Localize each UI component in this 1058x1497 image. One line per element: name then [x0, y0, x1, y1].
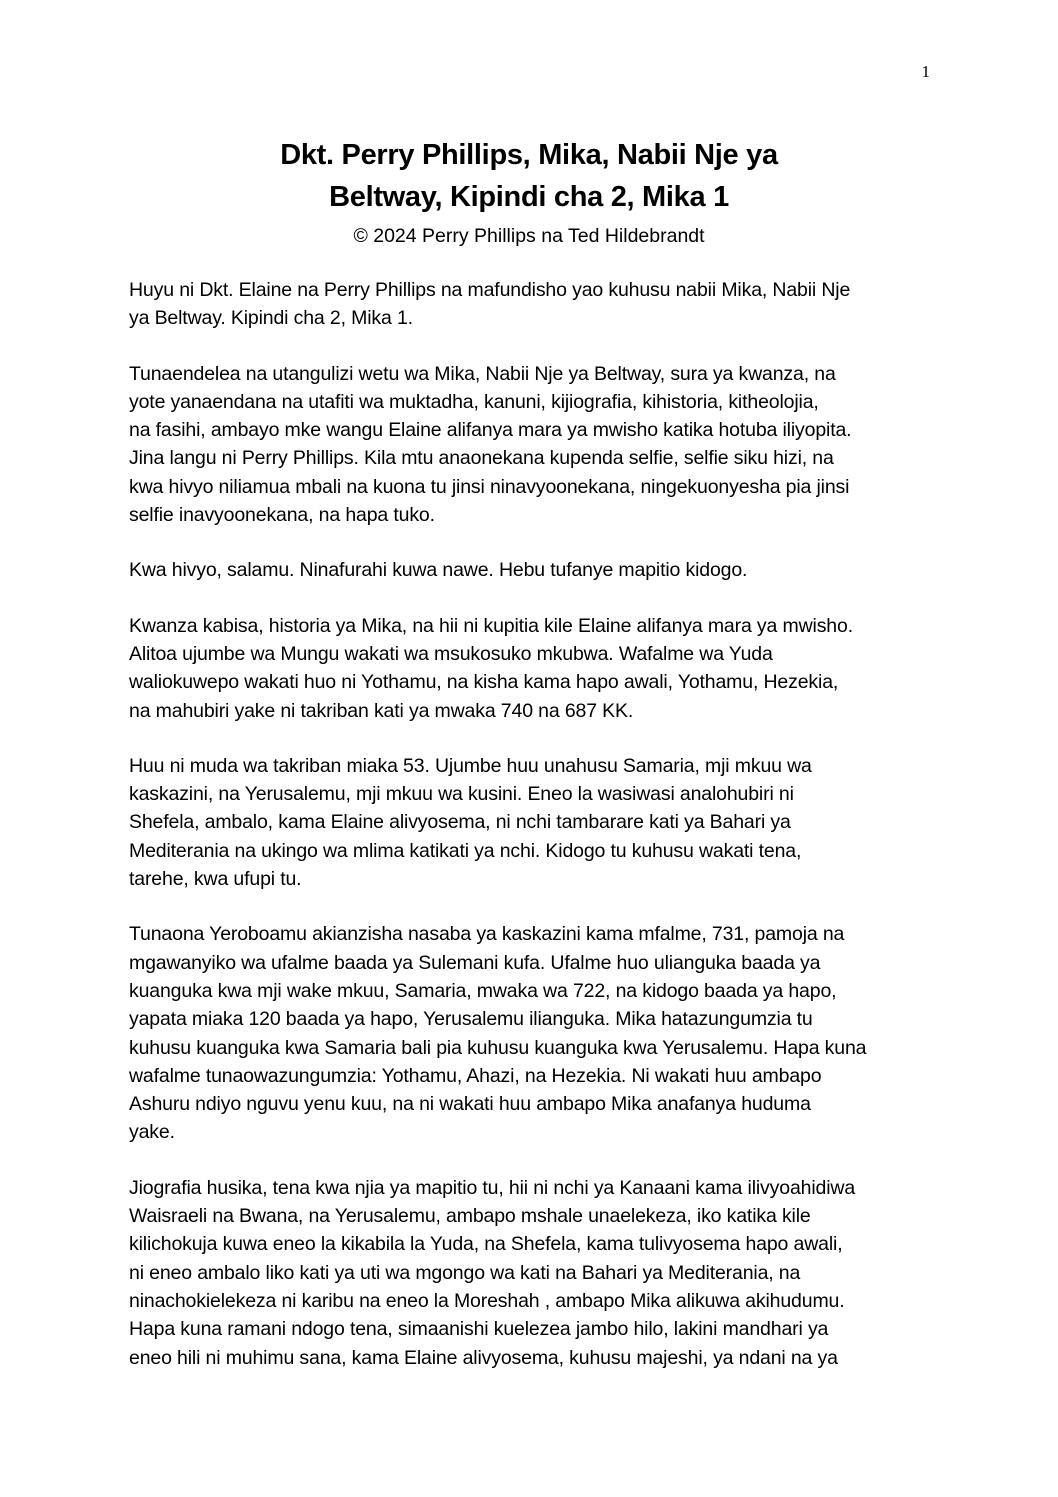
paragraph-line: Jina langu ni Perry Phillips. Kila mtu anaonekana kupenda selfie, selfie siku hizi, na [129, 447, 834, 470]
paragraph-line: ni eneo ambalo liko kati ya uti wa mgongo wa kati na Bahari ya Mediterania, na [129, 1261, 801, 1284]
paragraph-line: Huyu ni Dkt. Elaine na Perry Phillips na mafundisho yao kuhusu nabii Mika, Nabii Nje [129, 279, 851, 301]
paragraph-line: kuhusu kuanguka kwa Samaria bali pia kuhusu kuanguka kwa Yerusalemu. Hapa kuna [129, 1036, 867, 1059]
paragraph-line: kilichokuja kuwa eneo la kikabila la Yuda, na Shefela, kama tulivyosema hapo awali, [129, 1233, 843, 1256]
paragraph-line: Alitoa ujumbe wa Mungu wakati wa msukosuko mkubwa. Wafalme wa Yuda [129, 642, 773, 665]
paragraph-line: wafalme tunaowazungumzia: Yothamu, Ahazi, na Hezekia. Ni wakati huu ambapo [129, 1064, 822, 1087]
body-text [129, 276, 937, 1399]
document-title-line-2: Beltway, Kipindi cha 2, Mika 1 [329, 181, 729, 213]
paragraph-line: eneo hili ni muhimu sana, kama Elaine alivyosema, kuhusu majeshi, ya ndani na ya [129, 1346, 838, 1369]
paragraph [129, 612, 937, 725]
paragraph [129, 360, 937, 530]
paragraph-line: na fasihi, ambayo mke wangu Elaine alifanya mara ya mwisho katika hotuba iliyopita. [129, 419, 852, 442]
paragraph-line: kuanguka kwa mji wake mkuu, Samaria, mwaka wa 722, na kidogo baada ya hapo, [129, 979, 837, 1002]
paragraph-line: yapata miaka 120 baada ya hapo, Yerusalemu ilianguka. Mika hatazungumzia tu [129, 1008, 813, 1031]
paragraph-line: Waisraeli na Bwana, na Yerusalemu, ambapo mshale unaelekeza, iko katika kile [129, 1205, 811, 1228]
paragraph-line: Shefela, ambalo, kama Elaine alivyosema, ni nchi tambarare kati ya Bahari ya [129, 811, 791, 834]
paragraph [129, 276, 937, 333]
paragraph-line: yote yanaendana na utafiti wa muktadha, kanuni, kijiografia, kihistoria, kitheolojia, [129, 390, 819, 413]
paragraph-line: selfie inavyoonekana, na hapa tuko. [129, 504, 435, 527]
paragraph-line: Tunaona Yeroboamu akianzisha nasaba ya kaskazini kama mfalme, 731, pamoja na [129, 923, 845, 946]
document-title-line-1: Dkt. Perry Phillips, Mika, Nabii Nje ya [280, 139, 778, 171]
paragraph-line: tarehe, kwa ufupi tu. [129, 868, 302, 891]
paragraph-line: Kwanza kabisa, historia ya Mika, na hii ni kupitia kile Elaine alifanya mara ya mwisho. [129, 614, 853, 637]
paragraph-line: na mahubiri yake ni takriban kati ya mwaka 740 na 687 KK. [129, 699, 634, 722]
paragraph-line: kaskazini, na Yerusalemu, mji mkuu wa kusini. Eneo la wasiwasi analohubiri ni [129, 783, 794, 806]
paragraph [129, 920, 937, 1146]
paragraph-line: Mediterania na ukingo wa mlima katikati ya nchi. Kidogo tu kuhusu wakati tena, [129, 839, 802, 862]
paragraph [129, 1174, 937, 1372]
paragraph-line: Jiografia husika, tena kwa njia ya mapitio tu, hii ni nchi ya Kanaani kama ilivyoahidiwa [129, 1176, 856, 1199]
page-number: 1 [921, 62, 930, 81]
paragraph-line: Ashuru ndiyo nguvu yenu kuu, na ni wakati huu ambapo Mika anafanya huduma [129, 1093, 811, 1116]
paragraph-line: Kwa hivyo, salamu. Ninafurahi kuwa nawe. Hebu tufanye mapitio kidogo. [129, 559, 748, 582]
paragraph-line: yake. [129, 1121, 175, 1144]
copyright-notice: © 2024 Perry Phillips na Ted Hildebrandt [353, 225, 705, 247]
paragraph-line: Huu ni muda wa takriban miaka 53. Ujumbe huu unahusu Samaria, mji mkuu wa [129, 754, 812, 777]
paragraph-line: ninachokielekeza ni karibu na eneo la Moreshah , ambapo Mika alikuwa akihudumu. [129, 1289, 845, 1312]
paragraph-line: mgawanyiko wa ufalme baada ya Sulemani kufa. Ufalme huo ulianguka baada ya [129, 951, 821, 974]
title-block [100, 134, 958, 250]
paragraph-line: ya Beltway. Kipindi cha 2, Mika 1. [129, 307, 413, 330]
paragraph-line: Tunaendelea na utangulizi wetu wa Mika, Nabii Nje ya Beltway, sura ya kwanza, na [129, 362, 836, 385]
paragraph-line: waliokuwepo wakati huo ni Yothamu, na kisha kama hapo awali, Yothamu, Hezekia, [129, 671, 839, 694]
paragraph [129, 752, 937, 893]
paragraph-line: Hapa kuna ramani ndogo tena, simaanishi kuelezea jambo hilo, lakini mandhari ya [129, 1318, 829, 1341]
paragraph-line: kwa hivyo niliamua mbali na kuona tu jinsi ninavyoonekana, ningekuonyesha pia jinsi [129, 475, 850, 498]
paragraph [129, 556, 937, 584]
